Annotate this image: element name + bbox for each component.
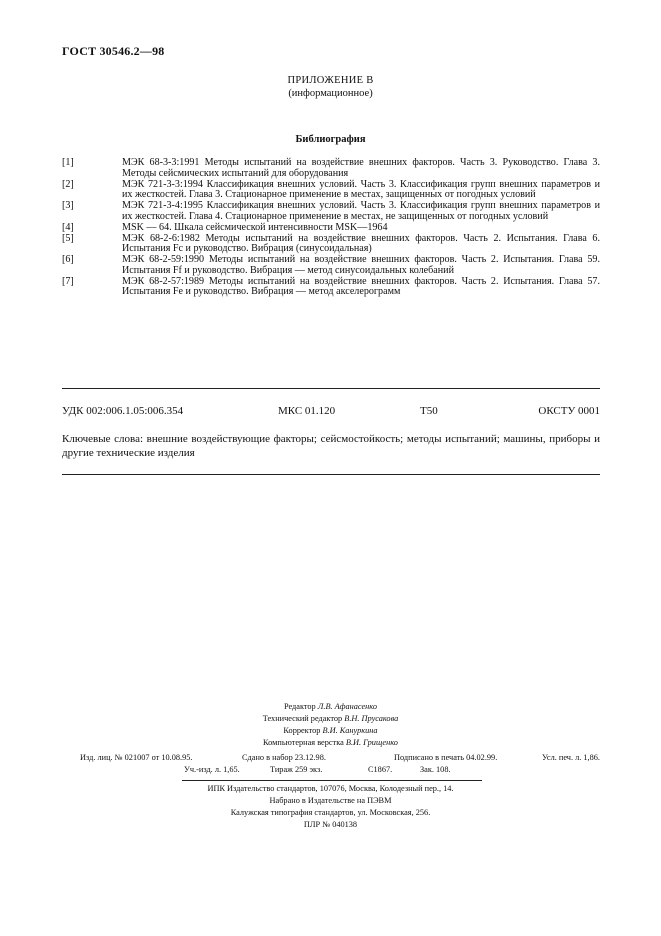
c-code: С1867. xyxy=(368,765,393,774)
publisher-address: ИПК Издательство стандартов, 107076, Москва, Колодезный пер., 14. xyxy=(207,784,454,793)
bibliography-item-number: [1] xyxy=(62,157,74,168)
credit-layout: Компьютерная верстка В.И. Грищенко xyxy=(263,738,398,747)
bibliography-item xyxy=(62,277,600,298)
sent-to-typeset: Сдано в набор 23.12.98. xyxy=(242,753,326,762)
bibliography-item-number: [2] xyxy=(62,178,74,190)
credit-tech-editor: Технический редактор В.Н. Прусакова xyxy=(262,714,399,723)
printing-block xyxy=(0,783,661,831)
bibliography-list xyxy=(62,158,600,298)
credit-editor: Редактор Л.В. Афанасенко xyxy=(283,702,378,711)
print-sheets: Усл. печ. л. 1,86. xyxy=(542,753,600,762)
keywords: Ключевые слова: внешние воздействующие факторы; сейсмостойкость; методы испытаний; машины, приборы и другие технические изделия xyxy=(62,433,600,459)
divider-top xyxy=(62,388,600,389)
bibliography-item xyxy=(62,234,600,255)
mks-code: МКС 01.120 xyxy=(278,405,336,417)
bibliography-item-text: МЭК 68-2-6:1982 Методы испытаний на воздействие внешних факторов. Часть 2. Испытания. Глава 6. Испытания Fc и руководство. Вибрация (синусоидальная) xyxy=(122,232,600,255)
print-run: Тираж 259 экз. xyxy=(270,765,323,774)
signed-to-print: Подписано в печать 04.02.99. xyxy=(394,753,498,762)
credits-block xyxy=(0,701,661,749)
publishing-row-2 xyxy=(80,765,600,777)
bibliography-item-number: [4] xyxy=(62,221,74,233)
document-header: ГОСТ 30546.2—98 xyxy=(62,44,165,58)
bibliography-item-number: [5] xyxy=(62,232,74,244)
publishing-row-1 xyxy=(80,753,600,765)
bibliography-item xyxy=(62,180,600,201)
bibliography-item xyxy=(62,158,600,179)
bibliography-item-text: МЭК 721-3-3:1994 Классификация внешних условий. Часть 3. Классификация групп внешних параметров и их жесткостей. Глава 3. Стационарное применение в местах, защищенных от погодных условий xyxy=(122,178,600,201)
bibliography-item xyxy=(62,223,600,234)
typeset-note: Набрано в Издательстве на ПЭВМ xyxy=(269,796,392,805)
bibliography-item-text: MSK — 64. Шкала сейсмической интенсивности MSK—1964 xyxy=(122,221,388,233)
category-code: Т50 xyxy=(420,405,438,417)
okstu-code: ОКСТУ 0001 xyxy=(538,405,600,417)
bibliography-item-number: [3] xyxy=(62,200,74,212)
bibliography-item-text: МЭК 68-2-59:1990 Методы испытаний на воздействие внешних факторов. Часть 2. Испытания. Глава 59. Испытания Ff и руководство. Вибрация — метод синусоидальных колебаний xyxy=(122,254,600,276)
divider-bottom xyxy=(62,474,600,475)
plr-number: ПЛР № 040138 xyxy=(303,820,358,829)
bibliography-title: Библиография xyxy=(295,134,366,145)
annex-title: ПРИЛОЖЕНИЕ В xyxy=(287,75,374,86)
udk-code: УДК 002:006.1.05:006.354 xyxy=(62,405,184,417)
bibliography-item-number: [7] xyxy=(62,275,74,287)
classification-row xyxy=(62,405,600,419)
bibliography-item-number: [6] xyxy=(62,254,74,266)
bibliography-item-text: МЭК 68-2-57:1989 Методы испытаний на воздействие внешних факторов. Часть 2. Испытания. Глава 57. Испытания Fe и руководство. Вибрация — метод акселерограмм xyxy=(122,275,600,298)
license: Изд. лиц. № 021007 от 10.08.95. xyxy=(80,753,193,762)
bibliography-item xyxy=(62,201,600,222)
credit-corrector: Корректор В.И. Кануркина xyxy=(283,726,378,735)
bibliography-item-text: МЭК 68-3-3:1991 Методы испытаний на воздействие внешних факторов. Часть 3. Руководство. Глава 3. Методы сейсмических испытаний для оборудования xyxy=(122,157,600,179)
edu-sheets: Уч.-изд. л. 1,65. xyxy=(184,765,240,774)
order-number: Зак. 108. xyxy=(420,765,451,774)
printer-address: Калужская типография стандартов, ул. Московская, 256. xyxy=(230,808,431,817)
bibliography-item xyxy=(62,255,600,276)
annex-subtitle: (информационное) xyxy=(288,88,373,99)
bibliography-item-text: МЭК 721-3-4:1995 Классификация внешних условий. Часть 3. Классификация групп внешних параметров и их жесткостей. Глава 4. Стационарное применение в местах, не защищенных от погодных условий xyxy=(122,200,600,222)
publishing-divider xyxy=(182,780,482,781)
